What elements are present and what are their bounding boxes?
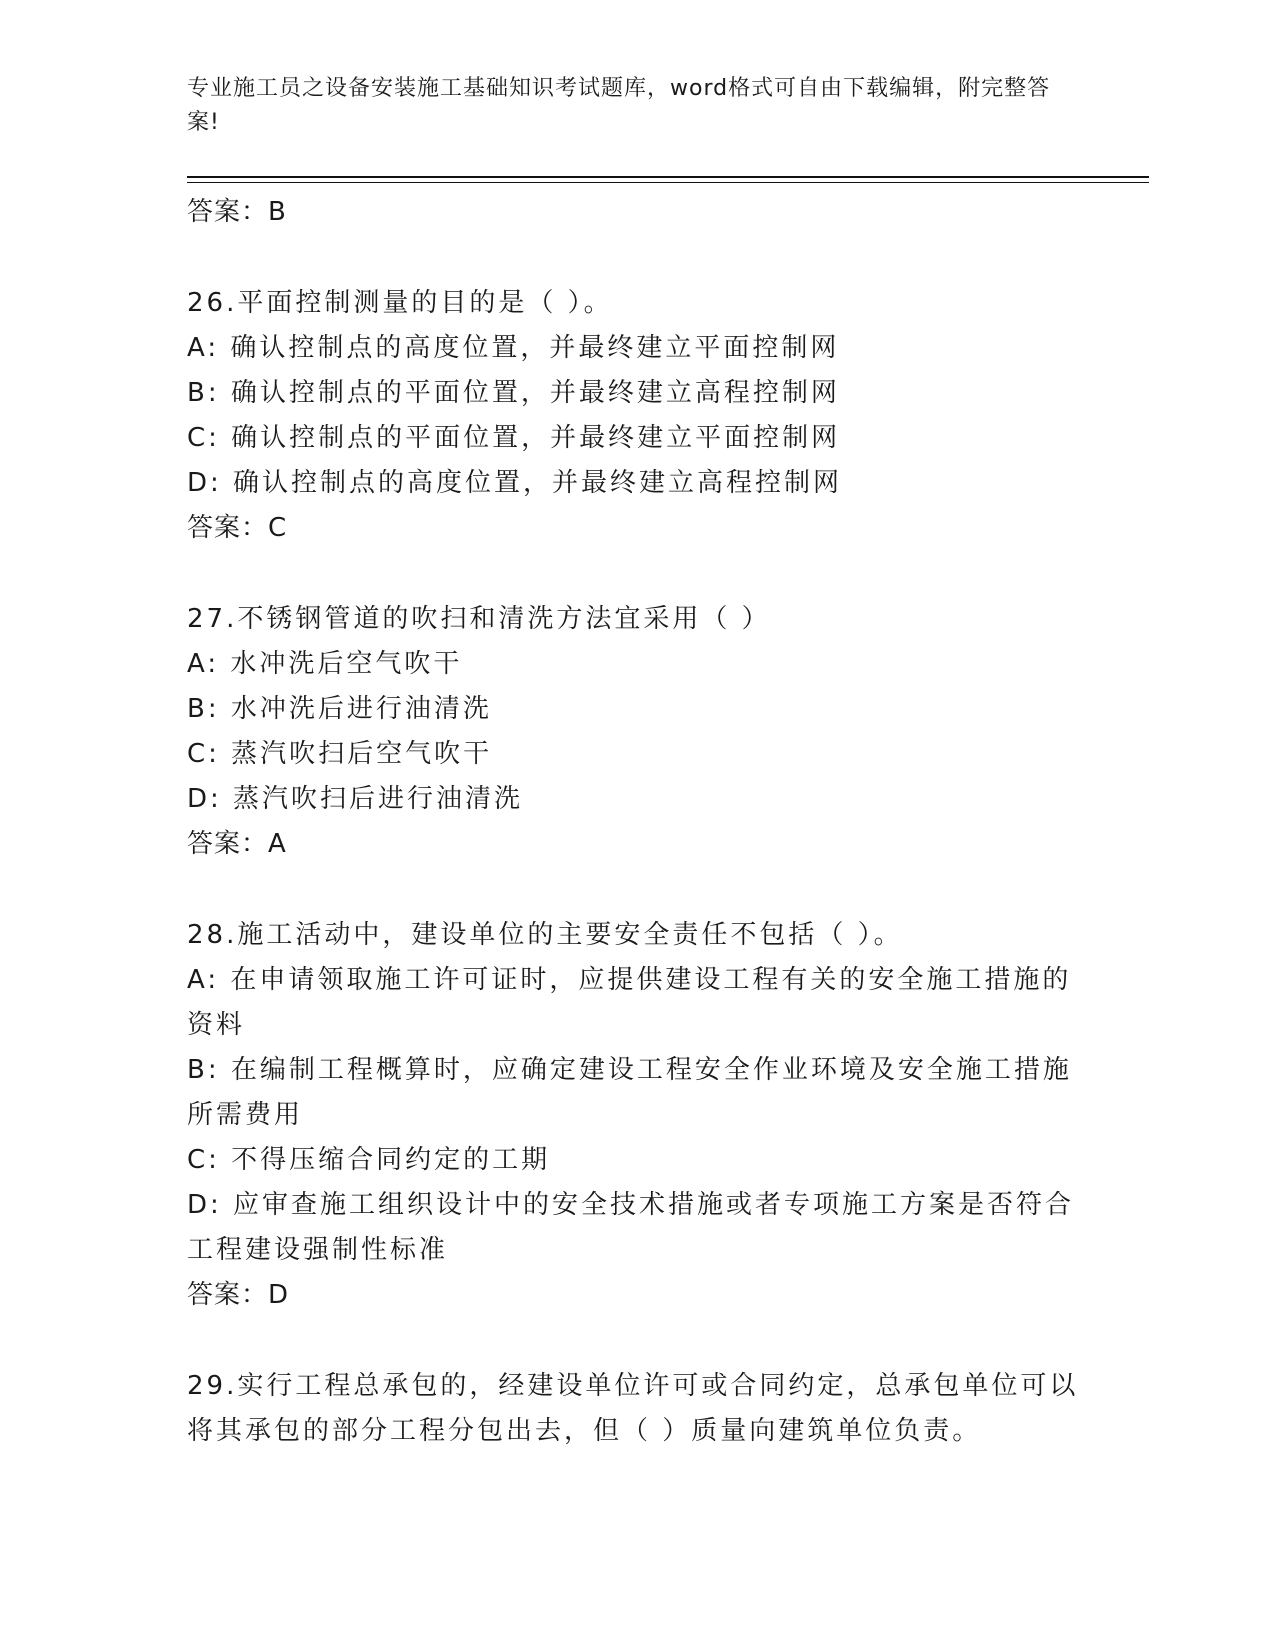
option-d: D: 应审查施工组织设计中的安全技术措施或者专项施工方案是否符合工程建设强制性标准 xyxy=(187,1190,1075,1265)
question-28 xyxy=(187,913,1087,1318)
question-stem: 26.平面控制测量的目的是（ ）。 xyxy=(187,288,613,318)
header-divider-thin xyxy=(187,182,1149,183)
answer: 答案：C xyxy=(187,513,288,543)
question-26 xyxy=(187,281,1087,551)
option-b: B: 在编制工程概算时，应确定建设工程安全作业环境及安全施工措施所需费用 xyxy=(187,1055,1072,1130)
option-d: D: 蒸汽吹扫后进行油清洗 xyxy=(187,784,524,814)
question-stem: 27.不锈钢管道的吹扫和清洗方法宜采用（ ） xyxy=(187,604,771,634)
option-c: C: 不得压缩合同约定的工期 xyxy=(187,1145,551,1175)
answer: 答案：D xyxy=(187,1280,290,1310)
document-header: 专业施工员之设备安装施工基础知识考试题库，word格式可自由下载编辑，附完整答案! xyxy=(187,76,1051,135)
option-c: C: 确认控制点的平面位置，并最终建立平面控制网 xyxy=(187,423,841,453)
question-list xyxy=(187,190,1087,1454)
question-stem: 28.施工活动中，建设单位的主要安全责任不包括（ ）。 xyxy=(187,920,903,950)
option-a: A: 在申请领取施工许可证时，应提供建设工程有关的安全施工措施的资料 xyxy=(187,965,1072,1040)
question-29 xyxy=(187,1364,1087,1454)
option-a: A: 确认控制点的高度位置，并最终建立平面控制网 xyxy=(187,333,840,363)
option-d: D: 确认控制点的高度位置，并最终建立高程控制网 xyxy=(187,468,843,498)
option-b: B: 水冲洗后进行油清洗 xyxy=(187,694,492,724)
question-27 xyxy=(187,597,1087,867)
answer-25: 答案：B xyxy=(187,197,287,227)
option-b: B: 确认控制点的平面位置，并最终建立高程控制网 xyxy=(187,378,840,408)
header-divider-thick xyxy=(187,176,1149,178)
question-stem: 29.实行工程总承包的，经建设单位许可或合同约定，总承包单位可以将其承包的部分工程分包出去，但（ ）质量向建筑单位负责。 xyxy=(187,1371,1079,1446)
answer: 答案：A xyxy=(187,829,287,859)
option-c: C: 蒸汽吹扫后空气吹干 xyxy=(187,739,493,769)
option-a: A: 水冲洗后空气吹干 xyxy=(187,649,463,679)
